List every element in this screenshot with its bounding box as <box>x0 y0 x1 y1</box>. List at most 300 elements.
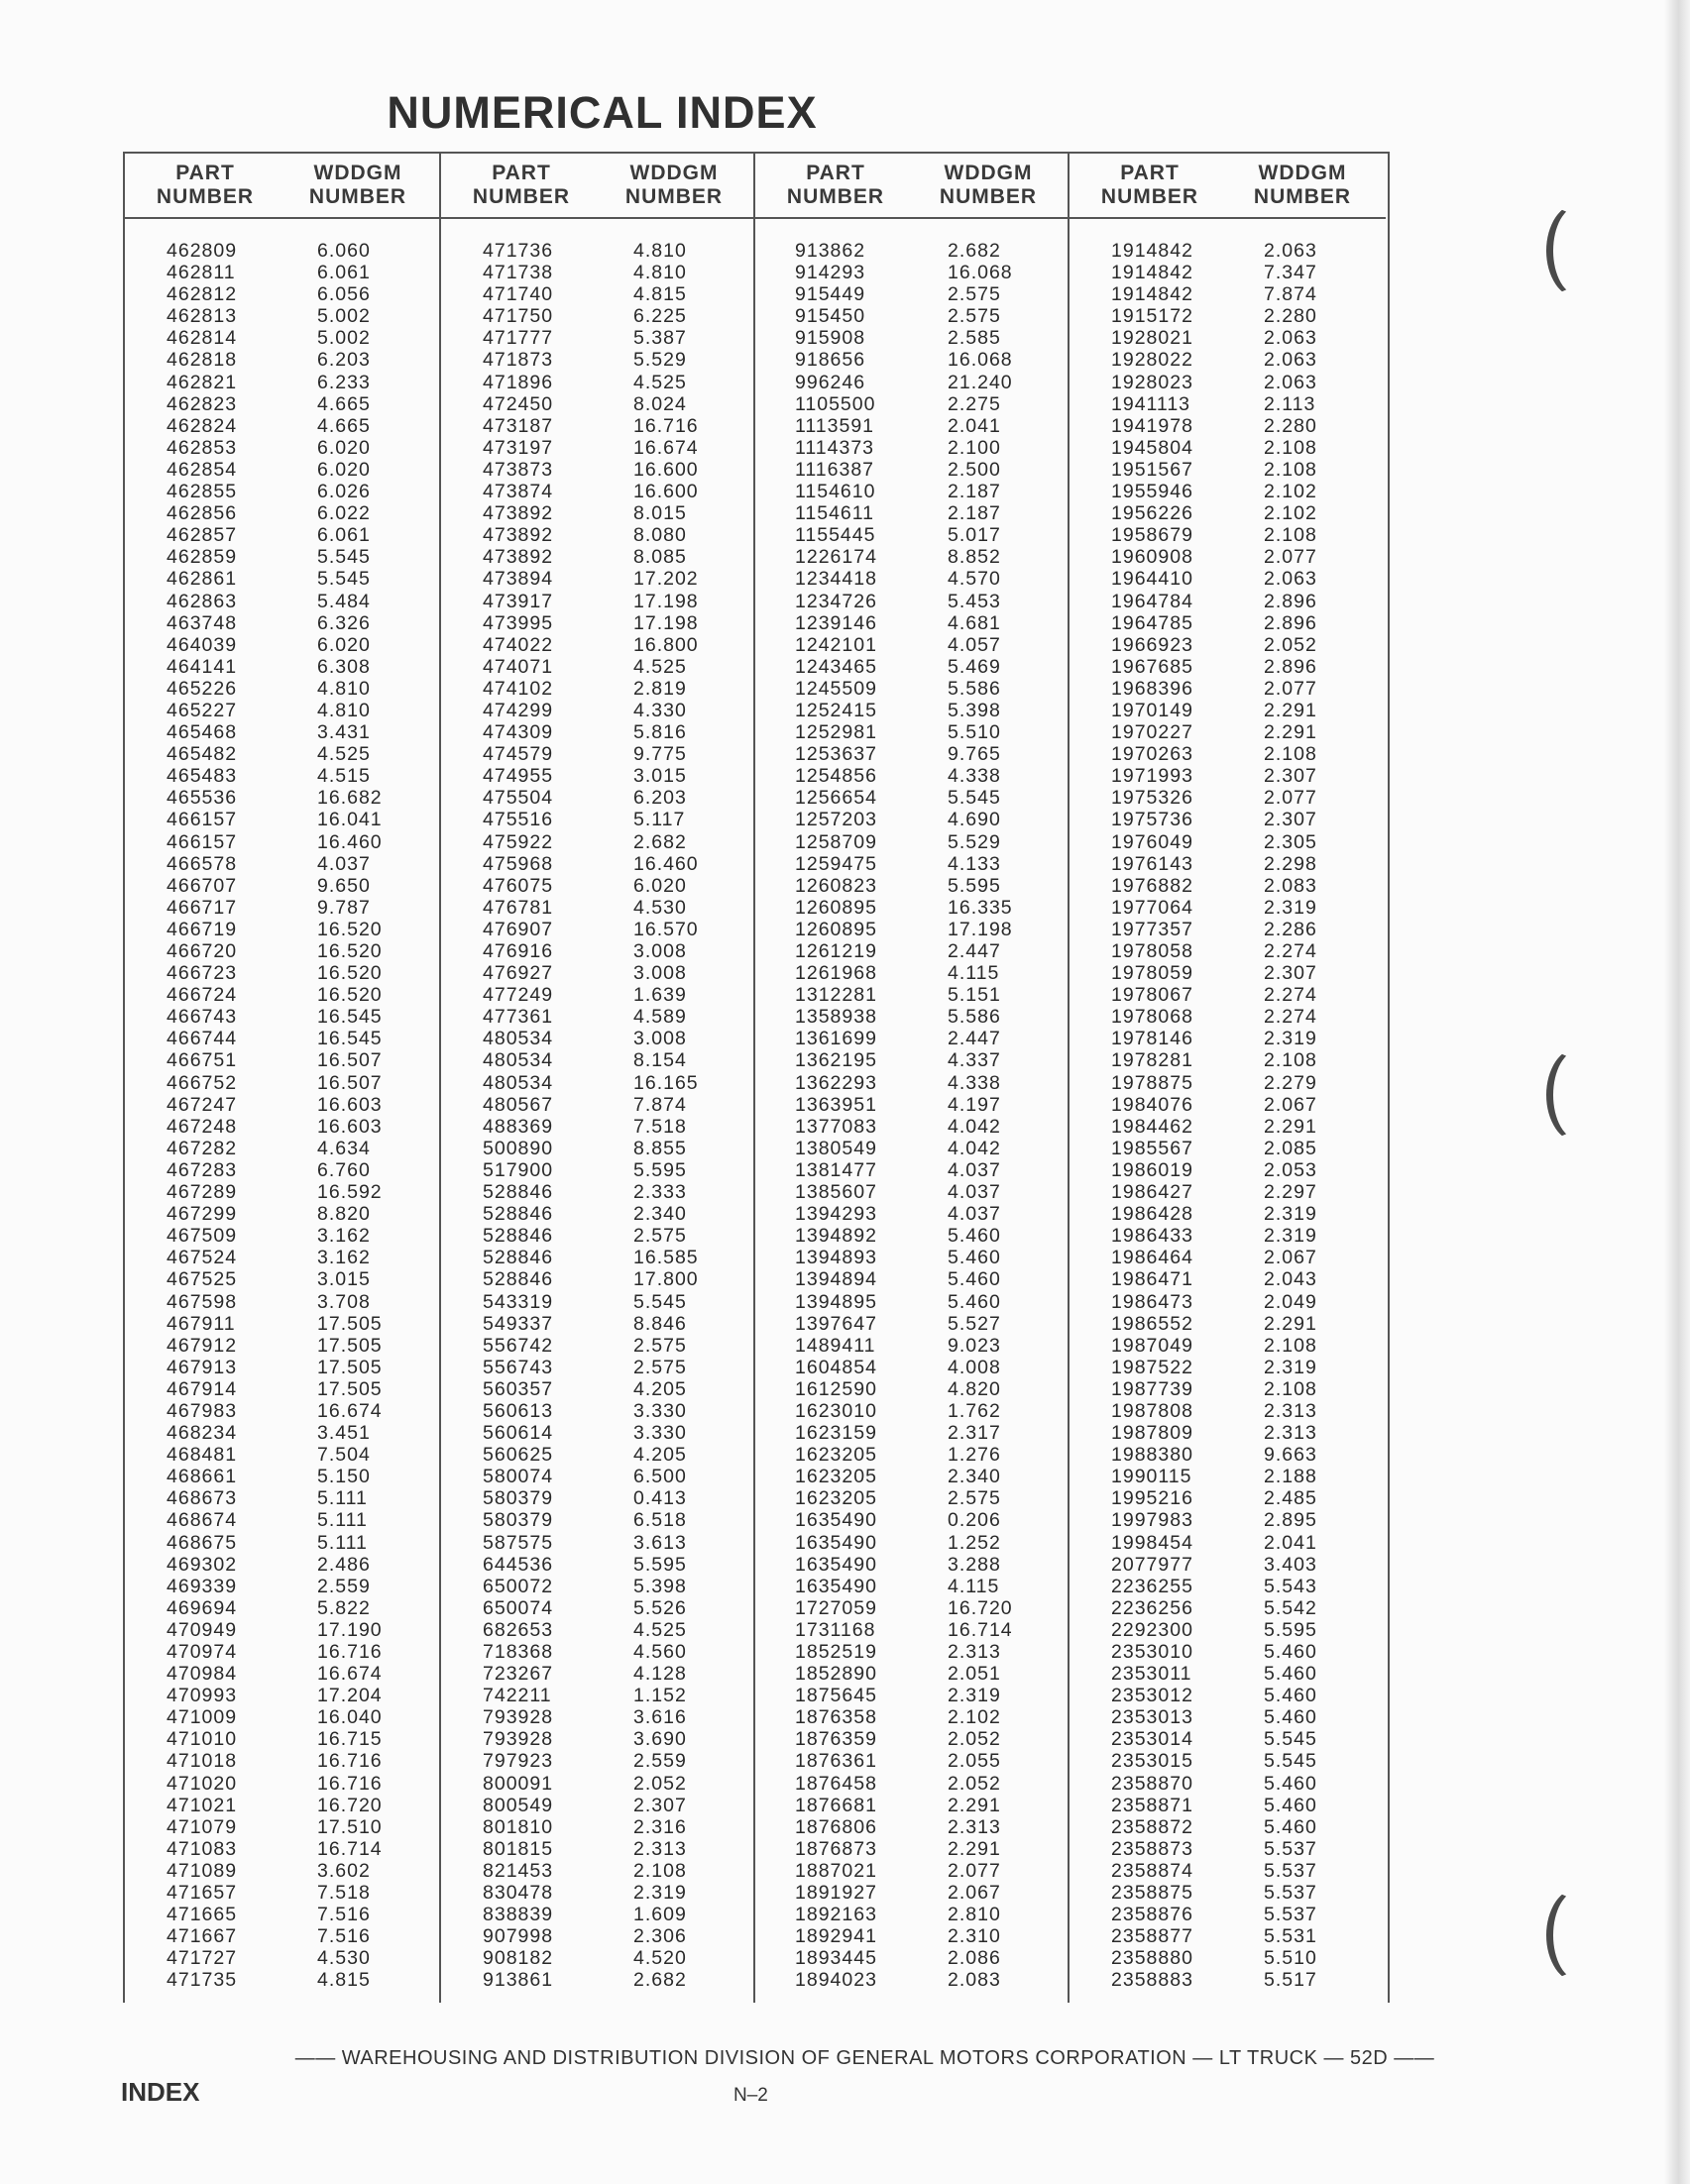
wddgm-number: 5.151 <box>948 984 1001 1007</box>
wddgm-number: 4.560 <box>633 1641 687 1663</box>
wddgm-number: 2.559 <box>317 1575 371 1597</box>
part-number: 1852519 <box>795 1641 877 1663</box>
table-row <box>441 349 755 371</box>
wddgm-number: 17.204 <box>317 1685 383 1707</box>
part-number: 467914 <box>167 1377 238 1400</box>
part-number: 1394892 <box>795 1225 877 1248</box>
wddgm-number: 2.108 <box>1264 1377 1317 1400</box>
table-row <box>441 459 755 481</box>
table-row <box>1070 1706 1386 1728</box>
part-number: 1875645 <box>795 1685 877 1707</box>
table-row <box>755 415 1070 437</box>
table-row <box>125 809 439 830</box>
part-number: 1385607 <box>795 1181 877 1204</box>
part-number: 2236255 <box>1111 1575 1193 1597</box>
part-number: 473917 <box>483 590 554 612</box>
table-row <box>125 1466 439 1487</box>
table-row <box>125 1773 439 1795</box>
table-row <box>755 962 1070 984</box>
page-number: N–2 <box>733 2085 768 2106</box>
part-number: 2358876 <box>1111 1904 1193 1926</box>
part-number: 462812 <box>167 283 238 306</box>
table-row <box>125 1116 439 1138</box>
part-number: 1243465 <box>795 655 877 678</box>
part-number: 1260823 <box>795 874 877 897</box>
part-number: 467524 <box>167 1247 238 1269</box>
part-number: 470993 <box>167 1685 238 1707</box>
wddgm-number: 16.715 <box>317 1728 383 1751</box>
wddgm-number: 2.575 <box>633 1356 687 1378</box>
table-row <box>1070 721 1386 743</box>
part-number: 913862 <box>795 240 866 262</box>
table-row <box>755 940 1070 962</box>
table-row <box>1070 1291 1386 1313</box>
table-row <box>1070 743 1386 765</box>
table-row <box>1070 1663 1386 1685</box>
part-number: 2358871 <box>1111 1794 1193 1816</box>
table-row <box>1070 656 1386 678</box>
part-number: 465226 <box>167 677 238 700</box>
wddgm-number: 8.080 <box>633 524 687 547</box>
wddgm-number: 5.111 <box>317 1509 368 1532</box>
table-row <box>755 437 1070 459</box>
wddgm-number: 2.682 <box>633 1969 687 1992</box>
wddgm-number: 7.516 <box>317 1925 371 1948</box>
part-number: 1986464 <box>1111 1247 1193 1269</box>
table-row <box>125 1706 439 1728</box>
wddgm-number: 4.681 <box>948 611 1001 634</box>
table-row <box>1070 897 1386 919</box>
table-row <box>1070 634 1386 656</box>
wddgm-number: 17.800 <box>633 1268 699 1291</box>
table-row <box>125 656 439 678</box>
table-row <box>1070 591 1386 612</box>
part-number: 1976049 <box>1111 830 1193 853</box>
part-number: 1968396 <box>1111 677 1193 700</box>
part-number: 914293 <box>795 262 866 284</box>
wddgm-number: 5.117 <box>633 809 686 831</box>
part-number: 1964410 <box>1111 568 1193 591</box>
table-row <box>441 1750 755 1772</box>
part-number: 467525 <box>167 1268 238 1291</box>
table-row <box>1070 305 1386 327</box>
part-number: 528846 <box>483 1225 554 1248</box>
table-row <box>755 1400 1070 1422</box>
table-row <box>1070 1159 1386 1181</box>
table-row <box>441 1028 755 1049</box>
wddgm-number: 6.020 <box>317 458 371 481</box>
wddgm-number: 6.020 <box>317 436 371 459</box>
table-row <box>755 743 1070 765</box>
part-number: 1116387 <box>795 458 875 481</box>
part-number: 1258709 <box>795 830 877 853</box>
wddgm-number: 2.307 <box>1264 809 1317 831</box>
table-row <box>125 897 439 919</box>
table-row <box>1070 1816 1386 1838</box>
wddgm-number: 2.052 <box>948 1728 1001 1751</box>
wddgm-number: 16.520 <box>317 918 383 940</box>
part-number: 474309 <box>483 721 554 744</box>
part-number: 462818 <box>167 349 238 372</box>
wddgm-number: 2.041 <box>948 414 1001 437</box>
part-number: 2358883 <box>1111 1969 1193 1992</box>
part-number: 1986428 <box>1111 1203 1193 1226</box>
table-row <box>441 1225 755 1247</box>
part-number: 473892 <box>483 502 554 525</box>
part-number: 471873 <box>483 349 554 372</box>
table-row <box>441 415 755 437</box>
table-row <box>441 984 755 1006</box>
wddgm-number: 2.298 <box>1264 852 1317 875</box>
header-line: NUMBER <box>786 185 885 208</box>
table-row <box>125 1422 439 1444</box>
wddgm-number: 4.197 <box>948 1093 1001 1116</box>
wddgm-number: 16.720 <box>948 1596 1013 1619</box>
index-rows <box>1070 240 1386 1992</box>
part-number-header <box>131 162 280 209</box>
wddgm-number: 16.585 <box>633 1247 699 1269</box>
wddgm-number: 2.291 <box>1264 699 1317 721</box>
part-number: 1893445 <box>795 1947 877 1970</box>
table-row <box>125 546 439 568</box>
part-number: 1967685 <box>1111 655 1193 678</box>
table-row <box>1070 809 1386 830</box>
wddgm-number: 16.507 <box>317 1049 383 1072</box>
table-row <box>125 1532 439 1554</box>
part-number: 2077977 <box>1111 1553 1193 1576</box>
wddgm-number: 1.152 <box>633 1685 687 1707</box>
part-number: 1362293 <box>795 1071 877 1094</box>
part-number: 476075 <box>483 874 554 897</box>
part-number: 471738 <box>483 262 554 284</box>
wddgm-number: 4.042 <box>948 1137 1001 1159</box>
part-number: 474579 <box>483 743 554 766</box>
wddgm-number: 2.575 <box>948 283 1001 306</box>
table-row <box>1070 1947 1386 1969</box>
wddgm-number: 4.525 <box>633 371 687 393</box>
wddgm-number: 2.051 <box>948 1663 1001 1686</box>
wddgm-number: 2.108 <box>1264 1049 1317 1072</box>
wddgm-number: 2.274 <box>1264 1006 1317 1029</box>
wddgm-number: 5.822 <box>317 1596 371 1619</box>
wddgm-number: 2.102 <box>1264 502 1317 525</box>
wddgm-number: 2.067 <box>1264 1247 1317 1269</box>
wddgm-number: 0.206 <box>948 1509 1001 1532</box>
table-row <box>125 787 439 809</box>
table-row <box>1070 415 1386 437</box>
part-number: 471020 <box>167 1772 238 1795</box>
part-number: 471727 <box>167 1947 238 1970</box>
table-row <box>125 372 439 393</box>
table-row <box>1070 1335 1386 1357</box>
wddgm-number: 5.595 <box>948 874 1001 897</box>
part-number: 471736 <box>483 240 554 262</box>
wddgm-number: 8.015 <box>633 502 687 525</box>
part-number: 1987808 <box>1111 1399 1193 1422</box>
part-number: 1894023 <box>795 1969 877 1992</box>
table-row <box>441 481 755 502</box>
part-number: 466578 <box>167 852 238 875</box>
table-column-group <box>1068 154 1386 2003</box>
table-row <box>755 1750 1070 1772</box>
part-number: 1394895 <box>795 1290 877 1313</box>
wddgm-number: 6.061 <box>317 524 371 547</box>
part-number: 466752 <box>167 1071 238 1094</box>
wddgm-number: 5.460 <box>948 1247 1001 1269</box>
table-row <box>441 962 755 984</box>
wddgm-number: 2.585 <box>948 327 1001 350</box>
part-number: 1928021 <box>1111 327 1193 350</box>
wddgm-number: 2.108 <box>1264 1334 1317 1357</box>
table-row <box>755 1203 1070 1225</box>
table-row <box>1070 1116 1386 1138</box>
table-row <box>125 1554 439 1576</box>
part-number: 580379 <box>483 1509 554 1532</box>
part-number: 462811 <box>167 262 236 284</box>
wddgm-number: 3.015 <box>317 1268 371 1291</box>
wddgm-number: 16.520 <box>317 940 383 962</box>
header-line: NUMBER <box>156 185 255 208</box>
table-row <box>1070 1444 1386 1466</box>
table-row <box>125 765 439 787</box>
part-number: 1976882 <box>1111 874 1193 897</box>
part-number: 1986552 <box>1111 1312 1193 1335</box>
part-number: 1978059 <box>1111 962 1193 985</box>
wddgm-number-header <box>600 162 748 209</box>
part-number: 560613 <box>483 1399 554 1422</box>
part-number: 830478 <box>483 1882 554 1905</box>
wddgm-number: 4.128 <box>633 1663 687 1686</box>
header-line: PART <box>175 162 235 184</box>
part-number: 1914842 <box>1111 240 1193 262</box>
part-number: 1623010 <box>795 1399 877 1422</box>
wddgm-number: 16.674 <box>317 1399 383 1422</box>
wddgm-number: 8.846 <box>633 1312 687 1335</box>
wddgm-number: 5.542 <box>1264 1596 1317 1619</box>
table-row <box>1070 1400 1386 1422</box>
table-row <box>1070 546 1386 568</box>
wddgm-number: 5.510 <box>948 721 1001 744</box>
part-number: 543319 <box>483 1290 554 1313</box>
wddgm-number: 16.600 <box>633 481 699 503</box>
table-row <box>441 1795 755 1816</box>
wddgm-number: 2.077 <box>1264 787 1317 810</box>
wddgm-number: 3.613 <box>633 1531 687 1554</box>
wddgm-number: 6.020 <box>317 633 371 656</box>
wddgm-number: 8.820 <box>317 1203 371 1226</box>
table-row <box>755 1116 1070 1138</box>
table-row <box>755 1904 1070 1925</box>
part-number: 1941978 <box>1111 414 1193 437</box>
wddgm-number: 17.198 <box>633 611 699 634</box>
wddgm-number: 2.319 <box>1264 1203 1317 1226</box>
wddgm-number: 16.716 <box>317 1772 383 1795</box>
wddgm-number: 16.068 <box>948 349 1013 372</box>
wddgm-number: 16.520 <box>317 962 383 985</box>
table-row <box>1070 1509 1386 1531</box>
wddgm-number: 4.810 <box>317 699 371 721</box>
table-row <box>125 1028 439 1049</box>
part-number: 2353010 <box>1111 1641 1193 1663</box>
part-number: 915449 <box>795 283 866 306</box>
table-row <box>755 1860 1070 1882</box>
header-line: NUMBER <box>1253 185 1352 208</box>
table-row <box>1070 1882 1386 1904</box>
part-number: 650072 <box>483 1575 554 1597</box>
wddgm-number: 6.326 <box>317 611 371 634</box>
table-row <box>755 1641 1070 1663</box>
part-number: 474299 <box>483 699 554 721</box>
part-number: 1635490 <box>795 1509 877 1532</box>
part-number: 465483 <box>167 765 238 788</box>
part-number: 471018 <box>167 1750 238 1773</box>
table-row <box>441 765 755 787</box>
table-row <box>755 1159 1070 1181</box>
part-number: 467983 <box>167 1399 238 1422</box>
table-row <box>755 262 1070 283</box>
part-number: 1259475 <box>795 852 877 875</box>
part-number: 801810 <box>483 1815 554 1838</box>
table-row <box>755 524 1070 546</box>
table-row <box>1070 262 1386 283</box>
part-number: 1113591 <box>795 414 875 437</box>
table-row <box>441 1838 755 1860</box>
table-row <box>125 1444 439 1466</box>
wddgm-number: 4.820 <box>948 1377 1001 1400</box>
part-number: 1987522 <box>1111 1356 1193 1378</box>
part-number: 1612590 <box>795 1377 877 1400</box>
part-number: 1970149 <box>1111 699 1193 721</box>
table-row <box>125 1006 439 1028</box>
part-number: 800091 <box>483 1772 554 1795</box>
part-number: 462821 <box>167 371 238 393</box>
index-rows <box>755 240 1070 1992</box>
table-row <box>441 1159 755 1181</box>
table-row <box>125 1094 439 1116</box>
part-number: 1958679 <box>1111 524 1193 547</box>
table-row <box>441 1925 755 1947</box>
part-number: 1964784 <box>1111 590 1193 612</box>
part-number: 1226174 <box>795 546 877 569</box>
table-row <box>125 1597 439 1619</box>
part-number: 1852890 <box>795 1663 877 1686</box>
part-number: 549337 <box>483 1312 554 1335</box>
part-number-header <box>447 162 596 209</box>
table-row <box>1070 1072 1386 1094</box>
part-number: 1234726 <box>795 590 877 612</box>
table-row <box>755 1925 1070 1947</box>
wddgm-number: 7.874 <box>1264 283 1317 306</box>
part-number: 1604854 <box>795 1356 877 1378</box>
part-number: 1984462 <box>1111 1115 1193 1138</box>
wddgm-number: 5.387 <box>633 327 687 350</box>
wddgm-number: 17.505 <box>317 1377 383 1400</box>
table-row <box>755 1225 1070 1247</box>
part-number: 1975326 <box>1111 787 1193 810</box>
part-number: 915450 <box>795 305 866 328</box>
table-row <box>125 1641 439 1663</box>
wddgm-number: 2.063 <box>1264 240 1317 262</box>
part-number: 462809 <box>167 240 238 262</box>
table-row <box>125 1750 439 1772</box>
part-number: 466717 <box>167 896 238 919</box>
table-row <box>755 1619 1070 1641</box>
table-row <box>125 1925 439 1947</box>
table-row <box>1070 1925 1386 1947</box>
wddgm-number: 2.043 <box>1264 1268 1317 1291</box>
wddgm-number: 7.347 <box>1264 262 1317 284</box>
table-row <box>755 1291 1070 1313</box>
part-number: 838839 <box>483 1904 554 1926</box>
wddgm-number: 5.460 <box>1264 1641 1317 1663</box>
table-row <box>755 1466 1070 1487</box>
wddgm-number: 2.313 <box>1264 1422 1317 1445</box>
wddgm-number: 5.545 <box>633 1290 687 1313</box>
wddgm-number: 8.855 <box>633 1137 687 1159</box>
wddgm-number: 5.460 <box>1264 1685 1317 1707</box>
table-row <box>441 591 755 612</box>
part-number: 1978875 <box>1111 1071 1193 1094</box>
table-row <box>125 743 439 765</box>
wddgm-number: 16.041 <box>317 809 383 831</box>
table-row <box>1070 1576 1386 1597</box>
table-row <box>1070 1357 1386 1378</box>
part-number: 1975736 <box>1111 809 1193 831</box>
wddgm-number: 2.108 <box>1264 524 1317 547</box>
part-number: 528846 <box>483 1181 554 1204</box>
wddgm-number: 2.291 <box>1264 1115 1317 1138</box>
wddgm-number: 5.537 <box>1264 1837 1317 1860</box>
wddgm-number: 4.337 <box>948 1049 1001 1072</box>
table-row <box>755 349 1070 371</box>
part-number: 469302 <box>167 1553 238 1576</box>
table-row <box>1070 1487 1386 1509</box>
table-row <box>441 700 755 721</box>
wddgm-number: 16.674 <box>633 436 699 459</box>
table-row <box>441 1049 755 1071</box>
part-number: 462856 <box>167 502 238 525</box>
wddgm-number: 2.279 <box>1264 1071 1317 1094</box>
wddgm-number: 3.330 <box>633 1399 687 1422</box>
wddgm-number: 9.663 <box>1264 1444 1317 1467</box>
table-row <box>1070 502 1386 524</box>
table-row <box>125 1860 439 1882</box>
table-row <box>755 240 1070 262</box>
table-row <box>125 1203 439 1225</box>
part-number: 1380549 <box>795 1137 877 1159</box>
part-number: 471657 <box>167 1882 238 1905</box>
wddgm-number: 6.060 <box>317 240 371 262</box>
table-row <box>441 1138 755 1159</box>
table-row <box>441 283 755 305</box>
part-number: 556742 <box>483 1334 554 1357</box>
wddgm-number: 4.665 <box>317 392 371 415</box>
table-row <box>125 1072 439 1094</box>
table-row <box>755 591 1070 612</box>
wddgm-number: 2.083 <box>1264 874 1317 897</box>
table-row <box>441 372 755 393</box>
wddgm-number: 16.716 <box>317 1641 383 1663</box>
wddgm-number: 4.525 <box>317 743 371 766</box>
part-number: 587575 <box>483 1531 554 1554</box>
table-row <box>125 283 439 305</box>
table-row <box>1070 612 1386 634</box>
part-number: 1997983 <box>1111 1509 1193 1532</box>
binder-hole-mark <box>1546 203 1611 298</box>
table-row <box>755 1072 1070 1094</box>
wddgm-number: 4.037 <box>948 1181 1001 1204</box>
wddgm-number: 16.335 <box>948 896 1013 919</box>
